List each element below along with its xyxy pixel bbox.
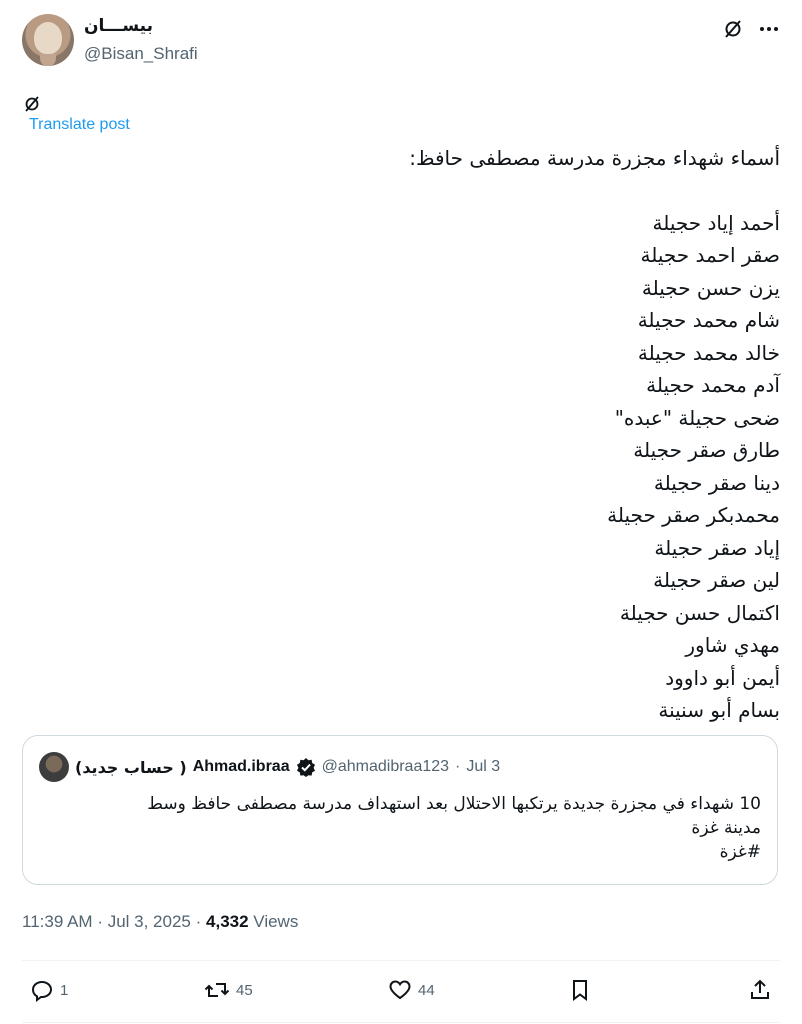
- quoted-text-line: مدينة غزة: [691, 818, 761, 838]
- name-line: طارق صقر حجيلة: [633, 438, 780, 462]
- name-line: لين صقر حجيلة: [653, 568, 780, 592]
- reply-button[interactable]: [30, 978, 68, 1002]
- quoted-post-date[interactable]: Jul 3: [466, 758, 501, 775]
- bookmark-button[interactable]: [568, 978, 592, 1002]
- name-line: شام محمد حجيلة: [637, 308, 780, 332]
- repost-button[interactable]: [204, 978, 253, 1002]
- translate-post-link[interactable]: Translate post: [29, 116, 130, 133]
- quoted-author-name-arabic[interactable]: ( حساب جديد): [75, 757, 187, 777]
- name-line: خالد محمد حجيلة: [637, 340, 780, 365]
- quoted-post[interactable]: [22, 735, 778, 885]
- separator-dot: ·: [455, 758, 461, 775]
- name-line: أيمن أبو داوود: [665, 665, 780, 690]
- post-header: [22, 14, 780, 70]
- post-time[interactable]: 11:39 AM: [22, 912, 93, 931]
- more-icon[interactable]: [758, 18, 780, 40]
- name-line: بسام أبو سنينة: [658, 698, 780, 722]
- author-avatar[interactable]: [22, 14, 74, 66]
- header-actions: [722, 18, 780, 40]
- blank-line: [40, 175, 780, 207]
- name-line: محمدبكر صقر حجيلة: [607, 503, 780, 527]
- bookmark-icon: [568, 978, 592, 1002]
- grok-icon[interactable]: [722, 18, 744, 40]
- views-label: Views: [253, 912, 299, 931]
- divider: [22, 1022, 780, 1023]
- name-line: دينا صقر حجيلة: [653, 470, 780, 495]
- share-icon: [748, 978, 772, 1002]
- post-date[interactable]: Jul 3, 2025: [107, 912, 191, 931]
- quoted-hashtag[interactable]: #غزة: [719, 842, 761, 862]
- quoted-post-text: [61, 792, 761, 864]
- post-text: [40, 142, 780, 727]
- like-count: 44: [418, 981, 435, 999]
- quoted-author-handle[interactable]: @ahmadibraa123: [321, 758, 450, 775]
- heart-icon: [388, 978, 412, 1002]
- reply-count: 1: [60, 981, 69, 999]
- name-line: يزن حسن حجيلة: [641, 275, 780, 300]
- name-line: اكتمال حسن حجيلة: [619, 600, 780, 625]
- separator-dot: ·: [97, 912, 108, 931]
- post-meta: [22, 912, 298, 932]
- verified-badge-icon: [296, 757, 316, 777]
- name-line: إياد صقر حجيلة: [654, 535, 780, 560]
- repost-count: 45: [236, 981, 253, 999]
- share-button[interactable]: [748, 978, 772, 1002]
- author-display-name[interactable]: بيســـان: [84, 16, 153, 35]
- divider: [22, 960, 780, 961]
- name-line: أحمد إياد حجيلة: [652, 210, 780, 235]
- quoted-post-header: [39, 754, 500, 780]
- name-line: ضحى حجيلة "عبده": [614, 405, 780, 430]
- action-bar: [22, 972, 780, 1012]
- quoted-text-line: 10 شهداء في مجزرة جديدة يرتكبها الاحتلال بعد استهداف مدرسة مصطفى حافظ وسط: [147, 794, 761, 814]
- quoted-author-avatar[interactable]: [39, 752, 69, 782]
- name-line: صقر احمد حجيلة: [640, 243, 780, 267]
- name-line: مهدي شاور: [685, 633, 780, 657]
- name-line: آدم محمد حجيلة: [646, 373, 780, 397]
- separator-dot: ·: [195, 912, 207, 931]
- translate-grok-icon: [22, 94, 42, 114]
- quoted-author-name[interactable]: Ahmad.ibraa: [192, 758, 290, 775]
- repost-icon: [204, 978, 230, 1002]
- post-title-line: أسماء شهداء مجزرة مدرسة مصطفى حافظ:: [409, 146, 780, 170]
- author-handle[interactable]: @Bisan_Shrafi: [84, 44, 198, 63]
- like-button[interactable]: [388, 978, 435, 1002]
- reply-icon: [30, 978, 54, 1002]
- views-count: 4,332: [206, 912, 249, 931]
